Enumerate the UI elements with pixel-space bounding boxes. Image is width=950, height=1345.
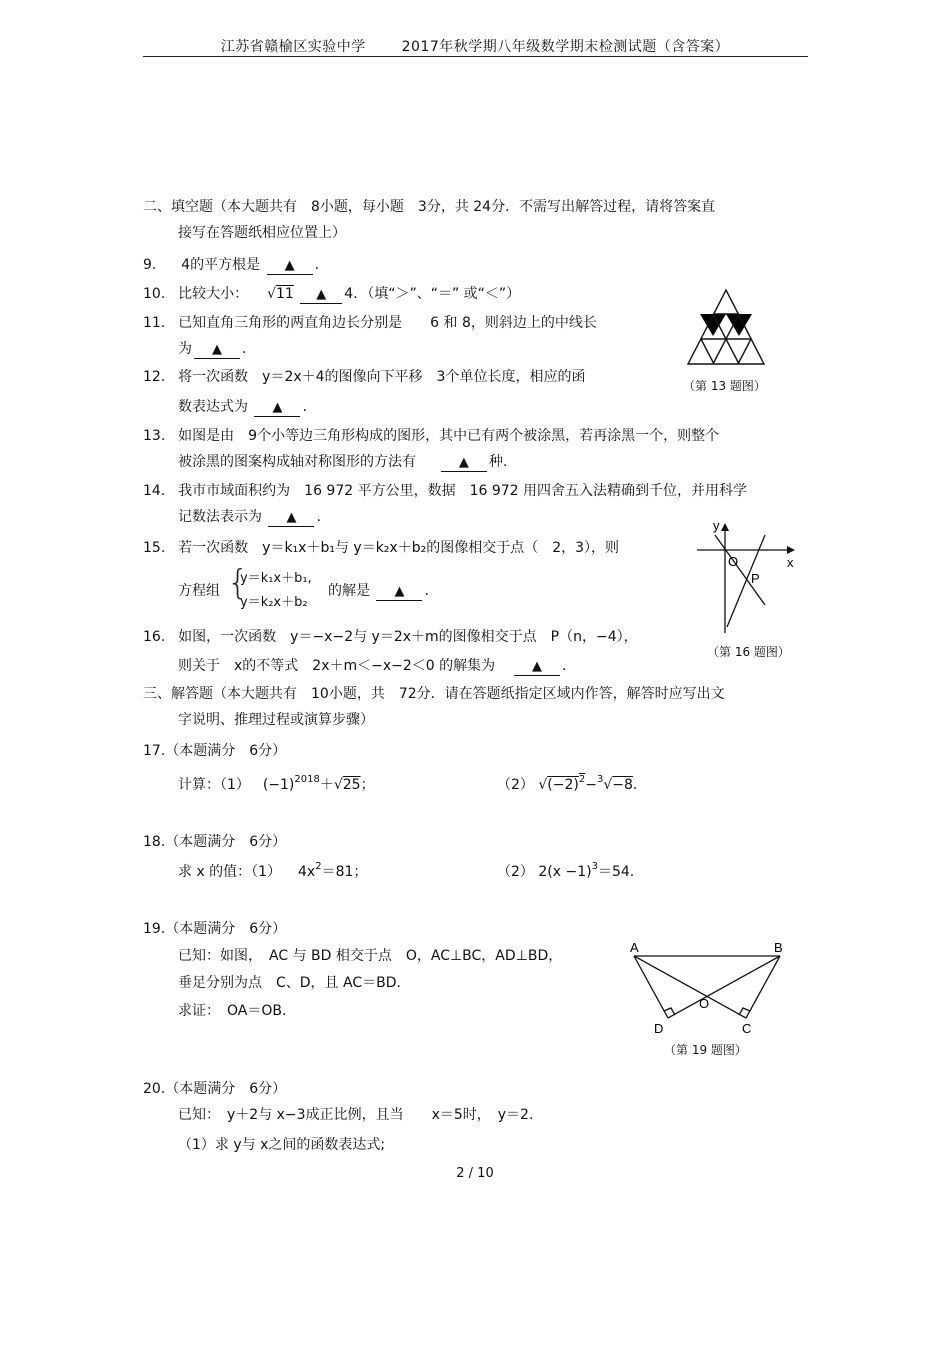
answer-blank: ▲ — [441, 454, 487, 472]
page-header — [0, 38, 950, 56]
figure-19-caption: （第 19 题图） — [664, 1043, 747, 1057]
question-13: 13. 如图是由 9个小等边三角形构成的图形，其中已有两个被涂黑，若再涂黑一个，则整个 — [143, 428, 720, 444]
question-17: 17.（本题满分 6分） — [143, 743, 287, 759]
question-11-cont: 为 ▲ . — [178, 341, 247, 357]
question-number: 9. — [143, 257, 157, 273]
question-17-part2: （2） $√(-2)^2-^3√-8$. — [497, 774, 638, 793]
figure-16-graph — [695, 515, 805, 635]
vertex-d-label: D — [654, 1021, 664, 1036]
question-number: 16. — [143, 629, 166, 645]
vertex-b-label: B — [774, 940, 783, 955]
outer-triangle — [688, 290, 764, 364]
question-number: 14. — [143, 483, 166, 499]
answer-blank: ▲ — [254, 399, 300, 417]
question-18-part2: （2） $2(x -1)^3=54$. — [497, 861, 635, 880]
x-axis-arrow-icon — [787, 546, 795, 554]
question-13-cont: 被涂黑的图案构成轴对称图形的方法有 ▲ 种. — [178, 454, 508, 470]
answer-blank: ▲ — [376, 583, 422, 601]
equation-1: y＝k₁x＋b₁, — [240, 571, 312, 586]
question-19-line3: 求证： OA＝OB. — [178, 1003, 287, 1019]
vertex-c-label: C — [742, 1021, 752, 1036]
question-number: 10. — [143, 286, 166, 302]
question-18: 18.（本题满分 6分） — [143, 834, 287, 850]
question-18-part1: 求 x 的值：（1） $4x^2=81$； — [178, 861, 368, 880]
question-number: 18. — [143, 834, 166, 850]
answer-blank: ▲ — [194, 341, 240, 359]
section2-heading: 二、填空题（本大题共有 8小题，每小题 3分，共 24分．不需写出解答过程，请将答案直 — [143, 199, 716, 215]
header-school: 江苏省赣榆区实验中学 — [220, 39, 366, 55]
equation-system-label: 方程组 — [178, 583, 220, 599]
question-number: 15. — [143, 540, 166, 556]
question-number: 19. — [143, 921, 166, 937]
question-20-line2: （1）求 y与 x之间的函数表达式; — [178, 1137, 386, 1153]
vertex-o-label: O — [699, 996, 710, 1011]
sqrt-11: √11 — [267, 286, 294, 302]
sqrt-neg2-squared: $√(-2)^2$ — [538, 774, 586, 793]
question-15: 15. 若一次函数 y＝k₁x＋b₁与 y＝k₂x＋b₂的图像相交于点（ 2，3），则 — [143, 540, 620, 556]
answer-blank: ▲ — [267, 257, 313, 275]
y-label: y — [713, 518, 720, 533]
question-14: 14. 我市市域面积约为 16 972 平方公里，数据 16 972 用四舍五入法精确到千位，并用科学 — [143, 483, 748, 499]
question-number: 13. — [143, 428, 166, 444]
figure-13-caption: （第 13 题图） — [683, 379, 766, 393]
figure-13-triangle-grid — [674, 286, 778, 372]
question-14-cont: 记数法表示为 ▲ . — [178, 509, 321, 525]
answer-blank: ▲ — [300, 286, 342, 304]
brace-icon: { — [227, 563, 249, 603]
answer-blank: ▲ — [268, 509, 314, 527]
question-10: 10. 比较大小： √11 ▲ 4．（填“＞”、“＝” 或“＜”） — [143, 286, 521, 302]
question-16: 16. 如图，一次函数 y＝−x−2与 y＝2x＋m的图像相交于点 P（n，−4）， — [143, 629, 638, 645]
question-19-line1: 已知：如图， AC 与 BD 相交于点 O，AC⊥BC，AD⊥BD， — [178, 948, 563, 964]
section3-heading: 三、解答题（本大题共有 10小题，共 72分．请在答题纸指定区域内作答，解答时应写出文 — [143, 686, 725, 702]
question-17-part1: 计算：（1） $(-1)^{2018}+√25$； — [178, 774, 375, 793]
section3-heading-cont: 字说明、推理过程或演算步骤） — [178, 712, 374, 728]
header-rule — [143, 56, 808, 57]
question-number: 20. — [143, 1081, 166, 1097]
question-9: 9. 4的平方根是 ▲ . — [143, 257, 320, 273]
question-number: 17. — [143, 743, 166, 759]
figure-16-caption: （第 16 题图） — [707, 645, 790, 659]
sqrt-25: √25 — [333, 777, 361, 793]
origin-label: O — [728, 554, 739, 569]
question-19: 19.（本题满分 6分） — [143, 921, 287, 937]
point-p-label: P — [751, 571, 760, 586]
question-11: 11. 已知直角三角形的两直角边长分别是 6 和 8，则斜边上的中线长 — [143, 315, 597, 331]
x-label: x — [787, 555, 794, 570]
question-19-line2: 垂足分别为点 C、D，且 AC＝BD． — [178, 975, 411, 991]
equation-2: y＝k₂x＋b₂ — [240, 595, 308, 610]
question-number: 11. — [143, 315, 166, 331]
page-number: 2 / 10 — [456, 1166, 494, 1181]
y-axis-arrow-icon — [721, 523, 729, 531]
question-15-answer: 的解是 ▲ . — [328, 583, 429, 599]
question-20: 20.（本题满分 6分） — [143, 1081, 287, 1097]
header-title: 2017年秋学期八年级数学期末检测试题（含答案） — [401, 39, 730, 55]
question-20-line1: 已知： y＋2与 x−3成正比例，且当 x＝5时， y＝2. — [178, 1107, 534, 1123]
vertex-a-label: A — [630, 940, 639, 955]
question-number: 12. — [143, 369, 166, 385]
figure-19-geometry — [624, 938, 794, 1038]
question-12: 12. 将一次函数 y＝2x＋4的图像向下平移 3个单位长度，相应的函 — [143, 369, 586, 385]
section2-heading-cont: 接写在答题纸相应位置上） — [178, 225, 346, 241]
question-16-cont: 则关于 x的不等式 2x＋m＜−x−2＜0 的解集为 ▲ . — [178, 658, 567, 674]
question-12-cont: 数表达式为 ▲ . — [178, 399, 307, 415]
cbrt-neg8: √−8 — [603, 777, 633, 793]
answer-blank: ▲ — [514, 658, 560, 676]
